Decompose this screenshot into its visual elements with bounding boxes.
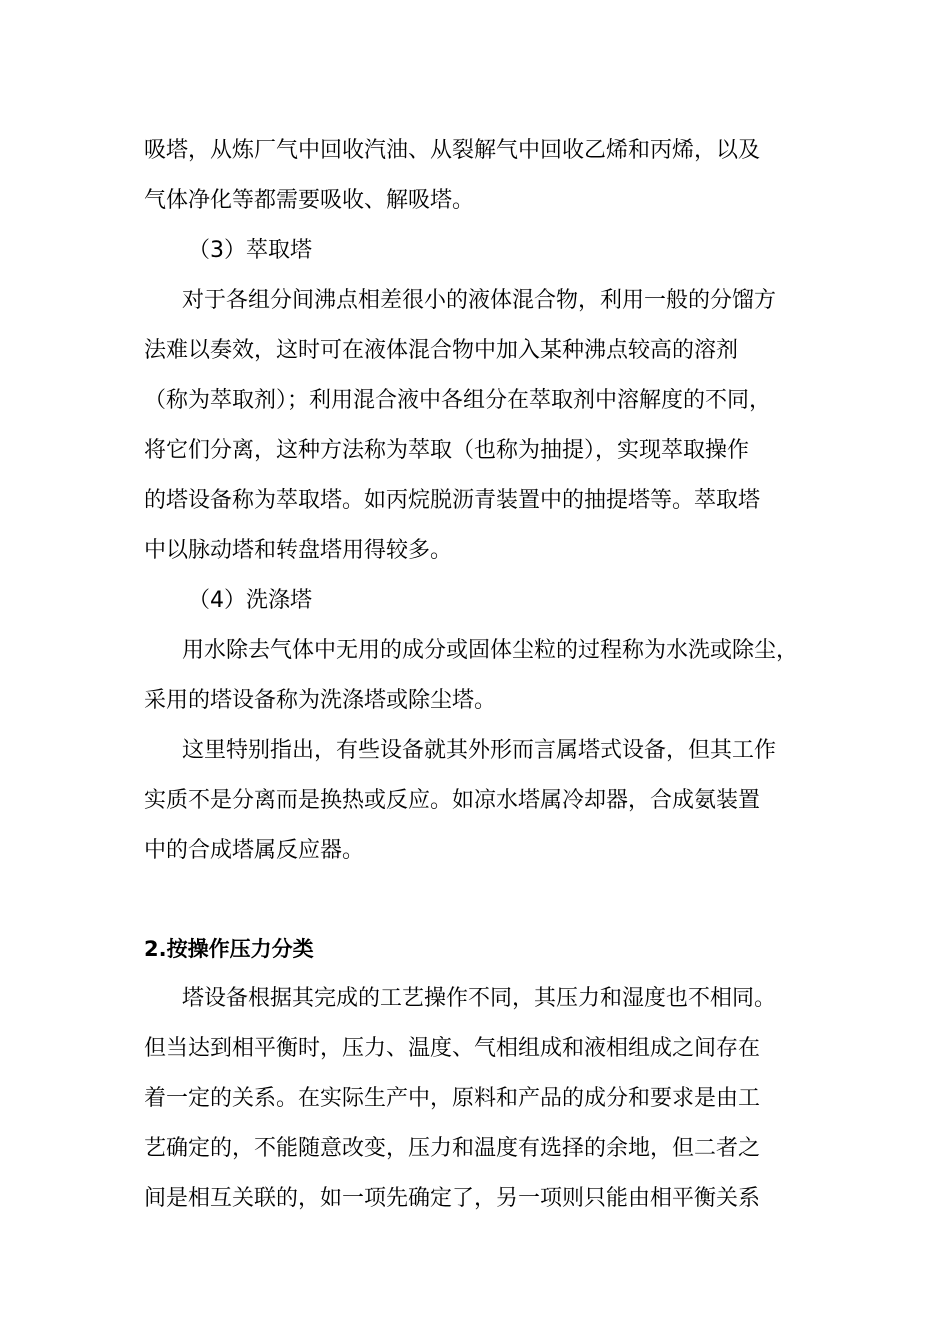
subsection-heading-washing-tower: （4）洗涤塔: [188, 588, 312, 613]
paragraph-line: 气体净化等都需要吸收、解吸塔。: [144, 188, 475, 213]
subsection-heading-extraction-tower: （3）萃取塔: [188, 238, 312, 263]
paragraph-line: 中以脉动塔和转盘塔用得较多。: [144, 538, 453, 563]
paragraph-line: 实质不是分离而是换热或反应。如凉水塔属冷却器，合成氨装置: [144, 788, 761, 813]
paragraph-line: 对于各组分间沸点相差很小的液体混合物，利用一般的分馏方: [182, 288, 777, 313]
paragraph-line: 采用的塔设备称为洗涤塔或除尘塔。: [144, 688, 497, 713]
paragraph-line: 艺确定的，不能随意改变，压力和温度有选择的余地，但二者之: [144, 1136, 761, 1161]
paragraph-line: 用水除去气体中无用的成分或固体尘粒的过程称为水洗或除尘，: [182, 638, 799, 663]
document-body: [144, 126, 824, 1224]
paragraph-line: 的塔设备称为萃取塔。如丙烷脱沥青装置中的抽提塔等。萃取塔: [144, 488, 761, 513]
paragraph-line: 法难以奏效，这时可在液体混合物中加入某种沸点较高的溶剂: [144, 338, 739, 363]
paragraph-line: 着一定的关系。在实际生产中，原料和产品的成分和要求是由工: [144, 1086, 761, 1111]
paragraph-line: 塔设备根据其完成的工艺操作不同，其压力和湿度也不相同。: [182, 986, 777, 1011]
paragraph-line: 将它们分离，这种方法称为萃取（也称为抽提），实现萃取操作: [144, 438, 750, 463]
paragraph-line: 这里特别指出，有些设备就其外形而言属塔式设备，但其工作: [182, 738, 777, 763]
paragraph-line: 间是相互关联的，如一项先确定了，另一项则只能由相平衡关系: [144, 1186, 761, 1211]
paragraph-line: 但当达到相平衡时，压力、温度、气相组成和液相组成之间存在: [144, 1036, 761, 1061]
paragraph-line: （称为萃取剂）；利用混合液中各组分在萃取剂中溶解度的不同，: [144, 388, 772, 413]
section-heading-pressure-classification: 2.按操作压力分类: [144, 937, 314, 961]
paragraph-line: 吸塔，从炼厂气中回收汽油、从裂解气中回收乙烯和丙烯，以及: [144, 138, 761, 163]
paragraph-line: 中的合成塔属反应器。: [144, 838, 365, 863]
